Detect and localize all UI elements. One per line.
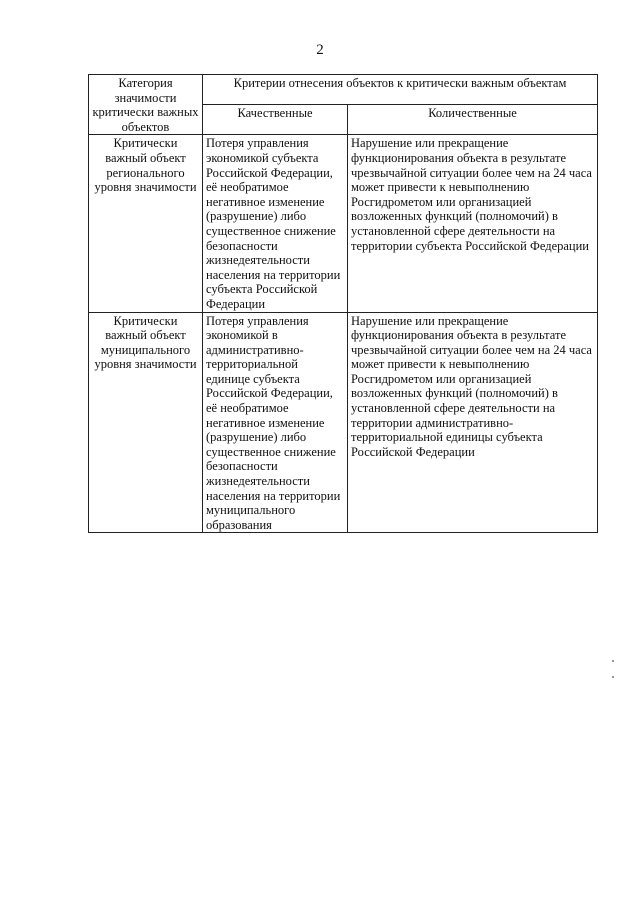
row-quantitative-cell [348, 312, 598, 533]
row-qualitative-cell [203, 312, 348, 533]
header-criteria-title-text: Критерии отнесения объектов к критически важным объектам [233, 76, 567, 90]
row-qualitative-text: Потеря управления экономикой субъекта Российской Федерации, её необратимое негативное изменение (разрушение) либо существенное снижение безопасности жизнедеятельности населения на территории субъекта Российской Федерации [206, 136, 341, 311]
criteria-table [88, 74, 598, 533]
header-quantitative-text: Количественные [428, 106, 517, 121]
header-criteria-title-cell [203, 75, 598, 105]
header-category-cell [89, 75, 203, 135]
row-quantitative-text: Нарушение или прекращение функционирования объекта в результате чрезвычайной ситуации более чем на 24 часа может привести к невыполнению Росгидрометом или организацией возложенных функций (полномочий) в установленной сфере деятельности на территории административно-территориальной единицы субъекта Российской Федерации [351, 313, 592, 459]
header-qualitative-text: Качественные [237, 106, 313, 121]
table-header-row [89, 75, 598, 105]
table-row [89, 312, 598, 533]
header-quantitative-cell [348, 105, 598, 135]
row-category-cell [89, 135, 203, 312]
scan-speck [612, 660, 614, 662]
header-category-text: Категория значимости критически важных объектов [92, 76, 199, 134]
scan-speck [612, 676, 614, 678]
row-category-text: Критически важный объект муниципального уровня значимости [94, 313, 197, 372]
row-qualitative-cell [203, 135, 348, 312]
row-category-text: Критически важный объект регионального уровня значимости [94, 136, 197, 195]
page-number: 2 [316, 42, 324, 58]
row-quantitative-text: Нарушение или прекращение функционирования объекта в результате чрезвычайной ситуации более чем на 24 часа может привести к невыполнению Росгидрометом или организацией возложенных функций (полномочий) в установленной сфере деятельности на территории субъекта Российской Федерации [351, 136, 592, 253]
row-qualitative-text: Потеря управления экономикой в административно-территориальной единице субъекта Российской Федерации, её необратимое негативное изменение (разрушение) либо существенное снижение безопасности жизнедеятельности населения на территории муниципального образования [206, 313, 341, 532]
header-qualitative-cell [203, 105, 348, 135]
row-quantitative-cell [348, 135, 598, 312]
row-category-cell [89, 312, 203, 533]
table-row [89, 135, 598, 312]
